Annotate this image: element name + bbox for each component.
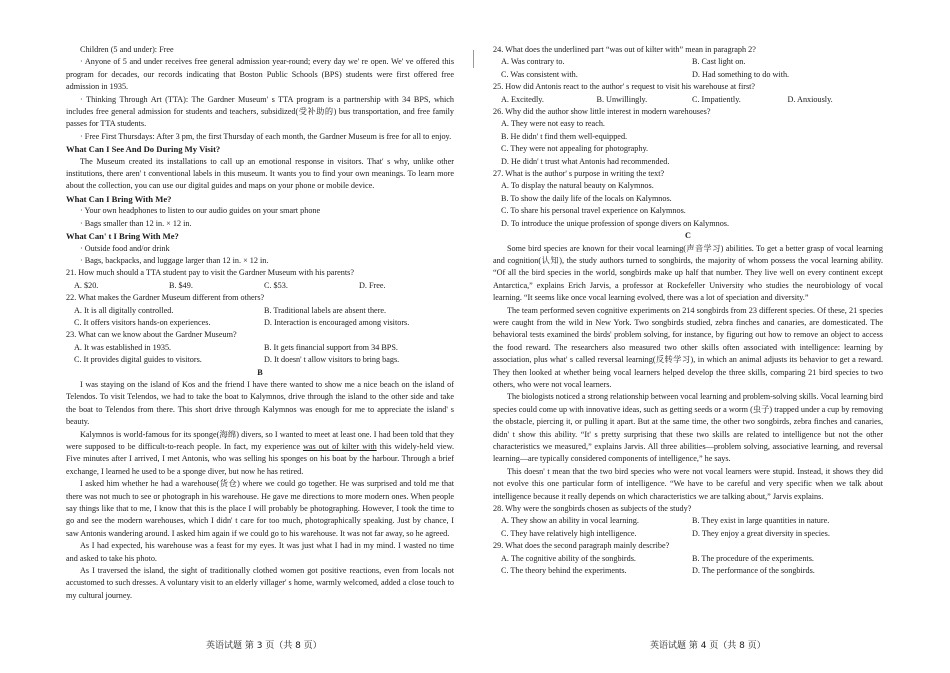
paragraph: The biologists noticed a strong relationship between vocal learning and problem-solving skills. Vocal learning bird species could come up with innovative ideas, such as getting seeds or a worm (虫子) trapped under a cup by removing the obstacle, piercing it, or pulling it apart. But at the same time, the other two songbirds, zebra finches and canaries, didn' t show this ability. “It' s pretty surprising that these two skills are related to intelligence but not the other characteristics we measured,” explains Jarvis. All three abilities—problem solving, associative learning, and reversal learning—are typically considered components of intelligence,” he says. xyxy=(493,392,883,464)
option: B. $49. xyxy=(169,280,193,290)
options-row xyxy=(66,317,454,329)
text-run: Kalymnos is world-famous for its sponge(海绵) divers, so I wanted to meet at least one. I had been told that they were supposed to be difficult-to-reach people. In fact, my experience xyxy=(66,429,454,451)
option: B. Traditional labels are absent there. xyxy=(264,305,387,315)
option: A. To display the natural beauty on Kalymnos. xyxy=(501,181,654,191)
options-row xyxy=(66,305,454,317)
option: A. $20. xyxy=(74,280,99,290)
option: A. Excitedly. xyxy=(501,94,544,104)
section-heading: What Can I Bring With Me? xyxy=(66,193,172,204)
bullet-item: · Your own headphones to listen to our audio guides on your smart phone xyxy=(80,206,321,216)
question-stem: 27. What is the author' s purpose in writing the text? xyxy=(493,169,665,179)
option: D. They enjoy a great diversity in species. xyxy=(692,528,830,538)
option: C. It offers visitors hands-on experiences. xyxy=(74,317,211,327)
question-stem: 26. Why did the author show little interest in modern warehouses? xyxy=(493,107,711,117)
paragraph: The Museum created its installations to call up an emotional response in visitors. That' s why, unlike other institutions, there aren' t conventional labels in this museum. It wants you to find your own meanings. To learn more about the collection, you can use our digital guides and maps on your phone or mobile device. xyxy=(66,156,454,191)
paragraph: I asked him whether he had a warehouse(货仓) where we could go together. He was surprised and told me that there was not much to see or photograph in his warehouse. He gave me directions to more modern ones. When people say things like that to me, I know that this is the place I will probably be photographing. However, I took the time to go and see the modern warehouses, which I didn' t care for too much, photographically speaking. Just by chance, I saw Antonis wandering around. I asked him again if we could go to his warehouse. It was not far away, so he agreed. xyxy=(66,479,454,538)
option: A. The cognitive ability of the songbirds. xyxy=(501,553,636,563)
intro-line: · Free First Thursdays: After 3 pm, the first Thursday of each month, the Gardner Museum is free for all to enjoy. xyxy=(80,131,452,141)
options-row xyxy=(493,143,883,155)
section-heading: What Can' t I Bring With Me? xyxy=(66,231,179,242)
option: D. To introduce the unique profession of sponge divers on Kalymnos. xyxy=(501,218,730,228)
options-row xyxy=(493,553,883,565)
question-stem: 22. What makes the Gardner Museum different from others? xyxy=(66,293,265,303)
option: C. It provides digital guides to visitors. xyxy=(74,355,202,365)
option: C. They have relatively high intelligence. xyxy=(501,528,637,538)
underlined-phrase: was out of kilter with xyxy=(302,442,377,451)
options-row xyxy=(493,118,883,130)
right-column xyxy=(493,44,883,577)
option: C. $53. xyxy=(264,280,288,290)
option: D. Had something to do with. xyxy=(692,69,790,79)
question-stem: 21. How much should a TTA student pay to visit the Gardner Museum with his parents? xyxy=(66,268,354,278)
paragraph: Some bird species are known for their vocal learning(声音学习) abilities. To get a better grasp of vocal learning and cognition(认知), the study authors turned to songbirds, the majority of whom possess the vocal learning ability. “Of all the bird species in the world, songbirds make up half that number. They live well on every continent except Antarctica,” explains Erich Jarvis, a professor at Rockefeller University who studies the neurobiology of vocal learning. “It seems like once vocal learning evolved, there was a lot of speciation and diversity.” xyxy=(493,243,883,303)
intro-line: Children (5 and under): Free xyxy=(80,45,174,54)
options-row xyxy=(493,205,883,217)
text-run: this widely-held view. Five minutes after I arrived, I met Antonis, who was selling his sponges on his boat by the harbour. Through a brief exchange, I learned he used to be a sponge diver, but now he has retired. xyxy=(66,442,454,476)
options-row xyxy=(66,280,454,292)
column-divider xyxy=(473,50,474,68)
option: B. It gets financial support from 34 BPS. xyxy=(264,342,398,352)
bullet-item: · Bags smaller than 12 in. × 12 in. xyxy=(80,218,192,228)
options-row xyxy=(493,94,883,106)
option: D. Interaction is encouraged among visitors. xyxy=(264,317,410,327)
option: A. They were not easy to reach. xyxy=(501,119,605,129)
option: B. They exist in large quantities in nature. xyxy=(692,516,830,526)
option: B. Cast light on. xyxy=(692,57,746,67)
intro-line: · Thinking Through Art (TTA): The Gardner Museum' s TTA program is a partnership with 34 BPS, which includes free general admission for students and teachers, subsidized(受补助的) bus transportation, and free family passes for TTA students. xyxy=(66,94,454,129)
left-column xyxy=(66,44,454,602)
options-row xyxy=(493,193,883,205)
option: A. Was contrary to. xyxy=(501,57,565,67)
options-row xyxy=(66,354,454,366)
question-stem: 23. What can we know about the Gardner Museum? xyxy=(66,330,237,340)
option: D. Free. xyxy=(359,280,386,290)
option: C. The theory behind the experiments. xyxy=(501,566,627,576)
paragraph: I was staying on the island of Kos and the friend I have there wanted to show me a nice beach on the island of Telendos. To visit Telendos, we had to take the boat to Kalymnos, drive through the island to the other side and take the boat to Telendos from there. This short drive through Kalymnos was enough for me to appreciate the island' s beauty. xyxy=(66,379,454,427)
option: D. He didn' t trust what Antonis had recommended. xyxy=(501,156,670,166)
option: B. To show the daily life of the locals on Kalymnos. xyxy=(501,193,672,203)
option: D. Anxiously. xyxy=(787,94,833,104)
option: C. To share his personal travel experience on Kalymnos. xyxy=(501,206,686,216)
paragraph xyxy=(66,429,454,479)
bullet-item: · Bags, backpacks, and luggage larger than 12 in. × 12 in. xyxy=(80,255,269,265)
section-letter: B xyxy=(257,367,263,377)
page-footer-left: 英语试题 第 3 页（共 8 页） xyxy=(206,641,322,651)
section-letter: C xyxy=(685,231,691,241)
options-row xyxy=(493,156,883,168)
paragraph: This doesn' t mean that the two bird species who were not vocal learners were stupid. Instead, it shows they did not evolve this one particular form of intelligence. “We have to be careful and very specific when we talk about intelligence because it really depends on which characteristics we are talking about,” Jarvis explains. xyxy=(493,466,883,501)
paragraph: As I had expected, his warehouse was a feast for my eyes. It was just what I had in my mind. I wasted no time and asked to take his photo. xyxy=(66,541,454,563)
options-row xyxy=(493,56,883,68)
option: B. Unwillingly. xyxy=(596,94,648,104)
options-row xyxy=(493,565,883,577)
option: C. Was consistent with. xyxy=(501,69,578,79)
option: A. They show an ability in vocal learning. xyxy=(501,516,639,526)
question-stem: 24. What does the underlined part “was out of kilter with” mean in paragraph 2? xyxy=(493,45,756,54)
paragraph: The team performed seven cognitive experiments on 214 songbirds from 23 different species. Of these, 21 species were caught from the wild in New York. Two songbirds studied, zebra finches and canaries, are domesticated. The behavioral tests examined the birds' problem solving, for instance, by figuring out how to remove an object to access the food reward. The researchers also measured two other skills often associated with intelligence: learning by association, plus what' s called reversal learning(反转学习), in which an animal adjusts its behavior to get a reward. They then looked at whether being vocal learners helped develop the three skills, comparing 21 bird species to two others, who were not vocal learners. xyxy=(493,305,883,389)
section-heading: What Can I See And Do During My Visit? xyxy=(66,144,221,155)
option: B. He didn' t find them well-equipped. xyxy=(501,131,628,141)
options-row xyxy=(493,528,883,540)
question-stem: 29. What does the second paragraph mainly describe? xyxy=(493,541,670,551)
option: C. Impatiently. xyxy=(692,94,741,104)
option: C. They were not appealing for photography. xyxy=(501,144,649,154)
options-row xyxy=(493,180,883,192)
option: B. The procedure of the experiments. xyxy=(692,553,814,563)
paragraph: As I traversed the island, the sight of traditionally clothed women got positive reactions, even from locals not accustomed to such dresses. A voluntary visit to an elderly villager' s home, warmly welcomed, added a close touch to my cultural journey. xyxy=(66,566,454,600)
options-row xyxy=(493,515,883,527)
intro-line: · Anyone of 5 and under receives free general admission year-round; every day we' re open. We' ve offered this program for decades, our records indicating that Boston Public Schools (BPS) students were first offered free admission in 1935. xyxy=(66,57,454,92)
options-row xyxy=(493,69,883,81)
options-row xyxy=(493,218,883,230)
option: A. It is all digitally controlled. xyxy=(74,305,174,315)
option: D. It doesn' t allow visitors to bring bags. xyxy=(264,355,400,365)
question-stem: 25. How did Antonis react to the author' s request to visit his warehouse at first? xyxy=(493,82,756,92)
page-footer-right: 英语试题 第 4 页（共 8 页） xyxy=(650,641,766,651)
options-row xyxy=(493,131,883,143)
option: A. It was established in 1935. xyxy=(74,342,172,352)
bullet-item: · Outside food and/or drink xyxy=(80,243,170,253)
options-row xyxy=(66,342,454,354)
option: D. The performance of the songbirds. xyxy=(692,566,815,576)
question-stem: 28. Why were the songbirds chosen as subjects of the study? xyxy=(493,504,692,514)
